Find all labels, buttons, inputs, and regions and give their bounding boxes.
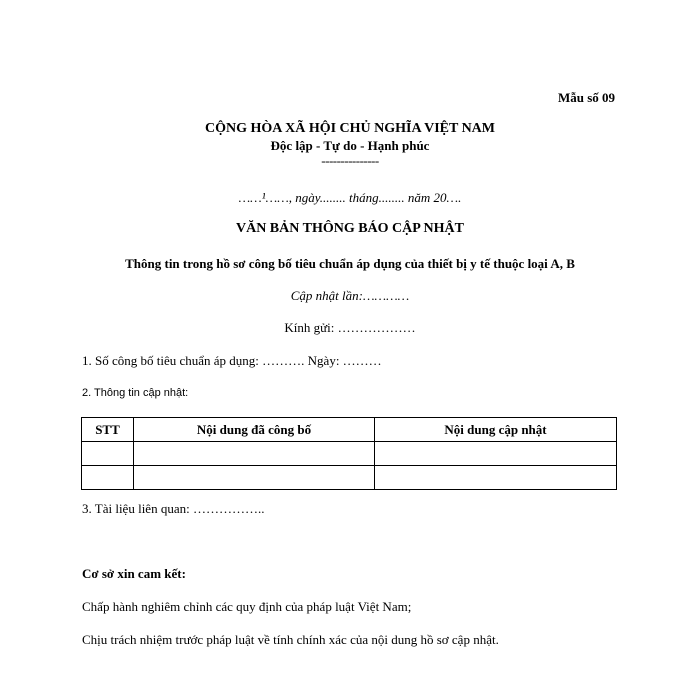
table-row <box>82 466 617 490</box>
form-number: Mẫu số 09 <box>558 90 616 105</box>
table-header-stt: STT <box>82 418 134 442</box>
table-cell <box>134 442 375 466</box>
commitment-item: Chấp hành nghiêm chỉnh các quy định của pháp luật Việt Nam; <box>82 599 412 614</box>
section-2-update-info: 2. Thông tin cập nhật: <box>82 387 189 399</box>
motto: Độc lập - Tự do - Hạnh phúc <box>270 138 430 153</box>
table-header-updated-content: Nội dung cập nhật <box>375 418 617 442</box>
table-row <box>82 442 617 466</box>
table-cell <box>134 466 375 490</box>
document-subtitle: Thông tin trong hồ sơ công bố tiêu chuẩn áp dụng của thiết bị y tế thuộc loại A, B <box>125 256 575 271</box>
table-cell <box>375 442 617 466</box>
table-header-published-content: Nội dung đã công bố <box>134 418 375 442</box>
table-cell <box>82 466 134 490</box>
commitment-title: Cơ sở xin cam kết: <box>82 566 186 581</box>
header-separator: --------------- <box>321 153 379 168</box>
date-line: ……¹……, ngày........ tháng........ năm 20…. <box>238 190 462 205</box>
document-title: VĂN BẢN THÔNG BÁO CẬP NHẬT <box>235 221 465 236</box>
table-cell <box>82 442 134 466</box>
table-cell <box>375 466 617 490</box>
update-table <box>81 417 617 490</box>
update-count: Cập nhật lần:………… <box>290 288 410 303</box>
commitment-item: Chịu trách nhiệm trước pháp luật về tính chính xác của nội dung hồ sơ cập nhật. <box>82 632 499 647</box>
section-3-related-documents: 3. Tài liệu liên quan: …………….. <box>82 501 265 516</box>
country-heading: CỘNG HÒA XÃ HỘI CHỦ NGHĨA VIỆT NAM <box>204 121 495 136</box>
table-header-row <box>82 418 617 442</box>
addressee: Kính gửi: ……………… <box>284 320 416 335</box>
section-1-standard-number: 1. Số công bố tiêu chuẩn áp dụng: ………. Ngày: ……… <box>82 353 382 368</box>
